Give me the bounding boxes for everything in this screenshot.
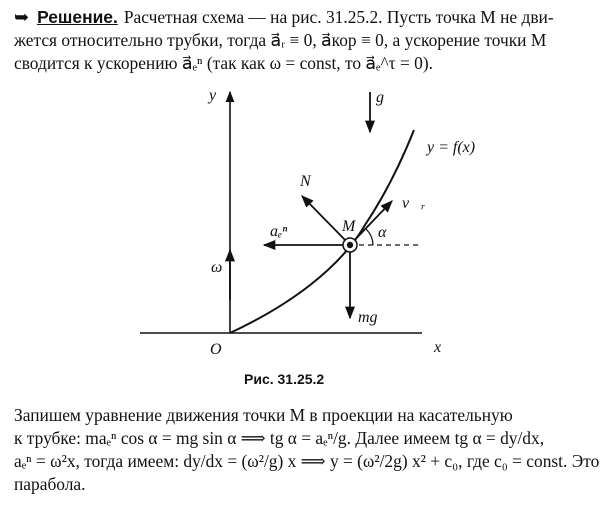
- figure-caption: Рис. 31.25.2: [244, 371, 325, 387]
- gravity-label: g⃗: [376, 89, 397, 106]
- solution-heading: Решение.: [37, 7, 118, 27]
- equation-paragraph: [14, 404, 600, 496]
- solution-text-1: Расчетная схема — на рис. 31.25.2. Пусть точка M не дви-: [123, 7, 554, 27]
- omega-label: ω⃗: [211, 259, 235, 276]
- solution-marker-icon: ➥: [14, 7, 30, 28]
- velocity-label: v⃗ᵣ: [402, 195, 426, 212]
- angle-label: α: [378, 224, 387, 241]
- equation-line-3: aₑⁿ = ω²x, тогда имеем: dy/dx = (ω²/g) x ⟹ y = (ω²/2g) x² + c₀, где c₀ = const. Это: [14, 451, 600, 471]
- solution-line-2: жется относительно трубки, тогда a⃗ᵣ ≡ 0, a⃗кор ≡ 0, а ускорение точки M: [14, 30, 547, 50]
- solution-line-3: сводится к ускорению a⃗ₑⁿ (так как ω = const, то a⃗ₑ^τ = 0).: [14, 53, 434, 73]
- y-axis-label: y: [209, 87, 217, 104]
- equation-line-4: парабола.: [14, 474, 86, 494]
- equation-line-2: к трубке: maₑⁿ cos α = mg sin α ⟹ tg α = aₑⁿ/g. Далее имеем tg α = dy/dx,: [14, 428, 545, 448]
- acceleration-label: aₑⁿ: [270, 223, 288, 240]
- angle-arc: [366, 229, 373, 245]
- point-m-dot: [347, 242, 353, 248]
- origin-label: O: [210, 341, 222, 358]
- equation-line-1: Запишем уравнение движения точки M в проекции на касательную: [14, 405, 513, 425]
- normal-label: N⃗: [300, 173, 324, 190]
- curve-label: y = f(x): [427, 139, 476, 156]
- weight-label: mg⃗: [358, 309, 390, 326]
- point-m-label: M: [342, 218, 356, 235]
- x-axis-label: x: [434, 339, 442, 356]
